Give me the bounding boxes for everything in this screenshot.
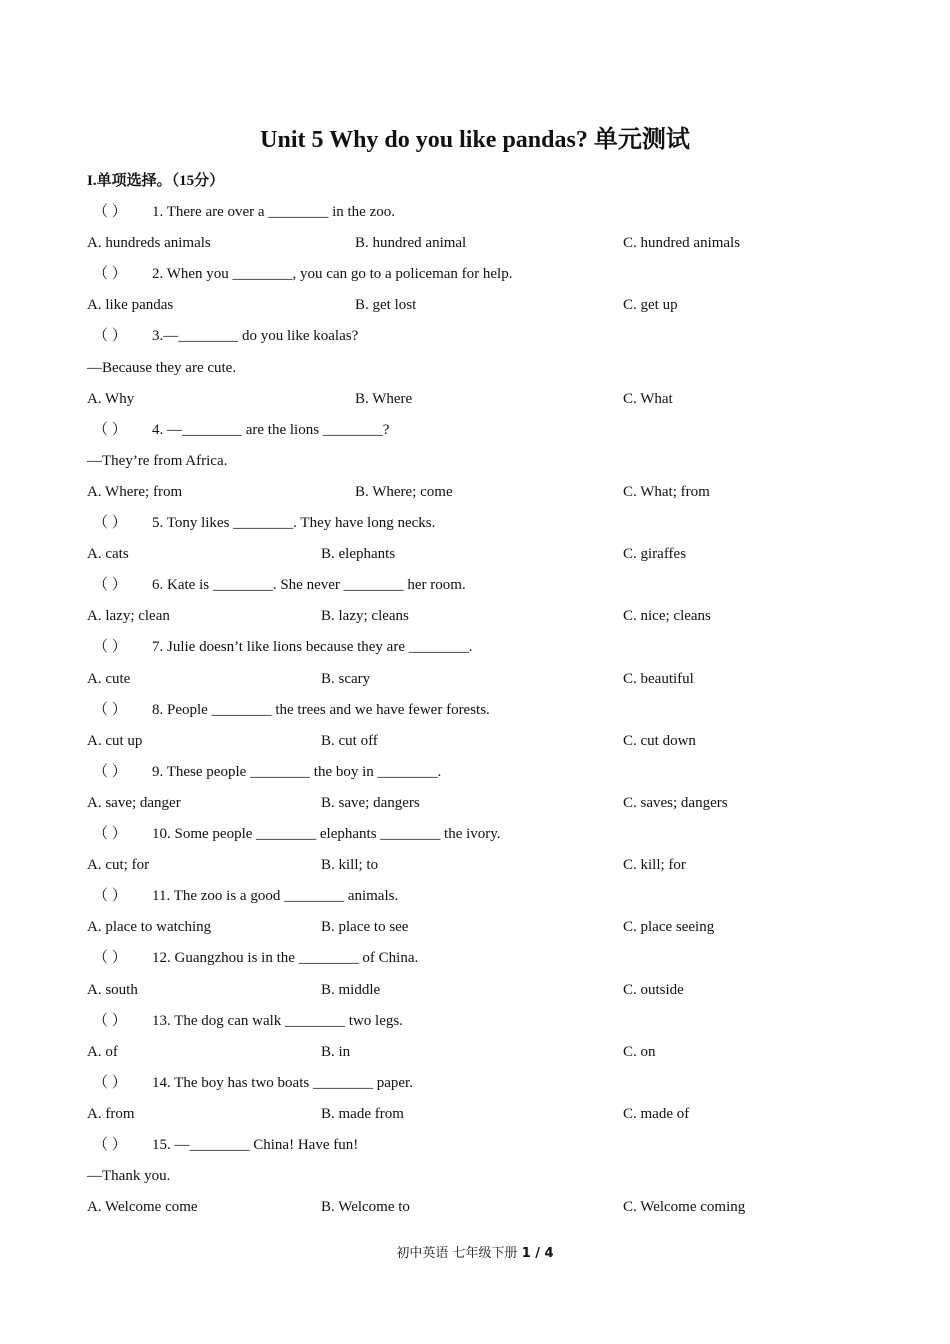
option-a[interactable]: A. save; danger (87, 794, 181, 811)
question-stem (93, 636, 473, 658)
options-row (0, 543, 950, 565)
option-a[interactable]: A. south (87, 981, 138, 998)
dialogue-reply-row (0, 450, 950, 472)
section-heading: I.单项选择。（15分） (87, 173, 225, 189)
answer-bracket[interactable]: （ ） (93, 328, 127, 345)
option-b[interactable]: B. middle (321, 981, 381, 998)
question-text: 2. When you ________, you can go to a policeman for help. (152, 266, 513, 283)
options-row (0, 605, 950, 627)
option-c[interactable]: C. kill; for (623, 857, 686, 874)
option-c[interactable]: C. hundred animals (623, 235, 741, 252)
options-row (0, 1196, 950, 1218)
question-stem (93, 263, 512, 285)
option-b[interactable]: B. Where; come (355, 483, 453, 500)
question-stem (93, 325, 358, 347)
option-c[interactable]: C. What (623, 390, 673, 407)
question-stem-row (0, 1072, 950, 1094)
option-b[interactable]: B. kill; to (321, 857, 379, 874)
page-number: 1 / 4 (521, 1246, 554, 1261)
question-stem (93, 201, 395, 223)
option-b[interactable]: B. hundred animal (355, 235, 467, 252)
question-text: 8. People ________ the trees and we have fewer forests. (152, 701, 490, 718)
option-a[interactable]: A. like pandas (87, 297, 174, 314)
options-row (0, 668, 950, 690)
question-text: 4. —________ are the lions ________? (152, 421, 390, 438)
page-footer (0, 1245, 950, 1263)
question-stem-row (0, 636, 950, 658)
options-row (0, 1041, 950, 1063)
question-text: 12. Guangzhou is in the ________ of China. (152, 950, 419, 967)
dialogue-reply: —They’re from Africa. (87, 452, 228, 469)
answer-bracket[interactable]: （ ） (93, 204, 127, 220)
answer-bracket[interactable]: （ ） (93, 1012, 127, 1029)
question-stem-row (0, 699, 950, 721)
question-stem (93, 947, 418, 969)
question-text: 14. The boy has two boats ________ paper. (152, 1074, 413, 1091)
footer-text: 初中英语 七年级下册 (396, 1246, 518, 1261)
option-b[interactable]: B. cut off (321, 732, 378, 749)
option-c[interactable]: C. What; from (623, 483, 710, 500)
options-row (0, 854, 950, 876)
question-text: 13. The dog can walk ________ two legs. (152, 1012, 403, 1029)
option-b[interactable]: B. get lost (355, 297, 417, 314)
question-stem-row (0, 823, 950, 845)
option-a[interactable]: A. Welcome come (87, 1199, 198, 1216)
options-row (0, 730, 950, 752)
option-a[interactable]: A. Why (87, 390, 135, 407)
question-text: 10. Some people ________ elephants ________ the ivory. (152, 826, 501, 842)
question-stem-row (0, 512, 950, 534)
options-row (0, 388, 950, 410)
options-row (0, 294, 950, 316)
question-text: 6. Kate is ________. She never ________ her room. (152, 577, 466, 594)
option-c[interactable]: C. cut down (623, 732, 696, 749)
question-stem (93, 699, 490, 721)
option-c[interactable]: C. made of (623, 1105, 690, 1122)
answer-bracket[interactable]: （ ） (93, 888, 127, 905)
option-a[interactable]: A. cute (87, 670, 131, 687)
answer-bracket[interactable]: （ ） (93, 1137, 127, 1153)
question-stem-row (0, 201, 950, 223)
option-b[interactable]: B. Where (355, 390, 413, 407)
option-b[interactable]: B. save; dangers (321, 794, 420, 811)
answer-bracket[interactable]: （ ） (93, 639, 127, 656)
answer-bracket[interactable]: （ ） (93, 515, 127, 531)
dialogue-reply-row (0, 357, 950, 379)
option-c[interactable]: C. place seeing (623, 919, 715, 936)
option-a[interactable]: A. of (87, 1043, 118, 1060)
option-a[interactable]: A. cut; for (87, 857, 150, 874)
question-stem-row (0, 325, 950, 347)
options-row (0, 792, 950, 814)
question-stem-row (0, 574, 950, 596)
question-stem (93, 419, 389, 441)
option-a[interactable]: A. cut up (87, 732, 143, 749)
question-text: 15. —________ China! Have fun! (152, 1137, 359, 1153)
option-c[interactable]: C. saves; dangers (623, 794, 728, 811)
answer-bracket[interactable]: （ ） (93, 577, 127, 594)
option-b[interactable]: B. Welcome to (321, 1199, 410, 1216)
option-c[interactable]: C. get up (623, 297, 678, 314)
option-b[interactable]: B. lazy; cleans (321, 608, 409, 625)
question-stem (93, 512, 435, 534)
question-stem-row (0, 885, 950, 907)
question-stem (93, 1072, 413, 1094)
option-a[interactable]: A. from (87, 1105, 135, 1122)
question-text: 9. These people ________ the boy in ________. (152, 763, 442, 780)
option-a[interactable]: A. lazy; clean (87, 608, 170, 625)
question-stem (93, 574, 466, 596)
question-stem-row (0, 419, 950, 441)
question-stem-row (0, 761, 950, 783)
answer-bracket[interactable]: （ ） (93, 1074, 127, 1091)
answer-bracket[interactable]: （ ） (93, 826, 127, 842)
question-stem-row (0, 1010, 950, 1032)
option-b[interactable]: B. elephants (321, 546, 396, 563)
options-row (0, 916, 950, 938)
options-row (0, 979, 950, 1001)
question-stem-row (0, 263, 950, 285)
question-stem-row (0, 947, 950, 969)
answer-bracket[interactable]: （ ） (93, 266, 127, 283)
question-text: 7. Julie doesn’t like lions because they are ________. (152, 639, 473, 656)
option-b[interactable]: B. made from (321, 1105, 404, 1122)
question-text: 1. There are over a ________ in the zoo. (152, 204, 395, 220)
option-c[interactable]: C. Welcome coming (623, 1199, 746, 1216)
dialogue-reply: —Thank you. (87, 1168, 171, 1185)
answer-bracket[interactable]: （ ） (93, 763, 127, 780)
options-row (0, 232, 950, 254)
question-stem (93, 1134, 358, 1156)
option-a[interactable]: A. place to watching (87, 919, 212, 936)
option-a[interactable]: A. hundreds animals (87, 235, 211, 252)
option-c[interactable]: C. on (623, 1043, 656, 1060)
question-text: 3.—________ do you like koalas? (152, 328, 359, 345)
option-b[interactable]: B. place to see (321, 919, 409, 936)
page-title: Unit 5 Why do you like pandas? 单元测试 (260, 127, 690, 153)
question-stem (93, 885, 398, 907)
option-a[interactable]: A. cats (87, 546, 129, 563)
answer-bracket[interactable]: （ ） (93, 950, 127, 967)
option-c[interactable]: C. beautiful (623, 670, 694, 687)
question-stem (93, 823, 501, 845)
options-row (0, 481, 950, 503)
dialogue-reply-row (0, 1165, 950, 1187)
question-text: 5. Tony likes ________. They have long necks. (152, 515, 436, 531)
dialogue-reply: —Because they are cute. (87, 359, 237, 376)
option-c[interactable]: C. giraffes (623, 546, 687, 563)
question-stem (93, 1010, 403, 1032)
question-text: 11. The zoo is a good ________ animals. (152, 888, 399, 905)
option-c[interactable]: C. outside (623, 981, 684, 998)
option-c[interactable]: C. nice; cleans (623, 608, 711, 625)
option-b[interactable]: B. scary (321, 670, 371, 687)
option-a[interactable]: A. Where; from (87, 483, 183, 500)
question-stem (93, 761, 441, 783)
options-row (0, 1103, 950, 1125)
question-stem-row (0, 1134, 950, 1156)
option-b[interactable]: B. in (321, 1043, 351, 1060)
answer-bracket[interactable]: （ ） (93, 421, 127, 438)
answer-bracket[interactable]: （ ） (93, 701, 127, 718)
